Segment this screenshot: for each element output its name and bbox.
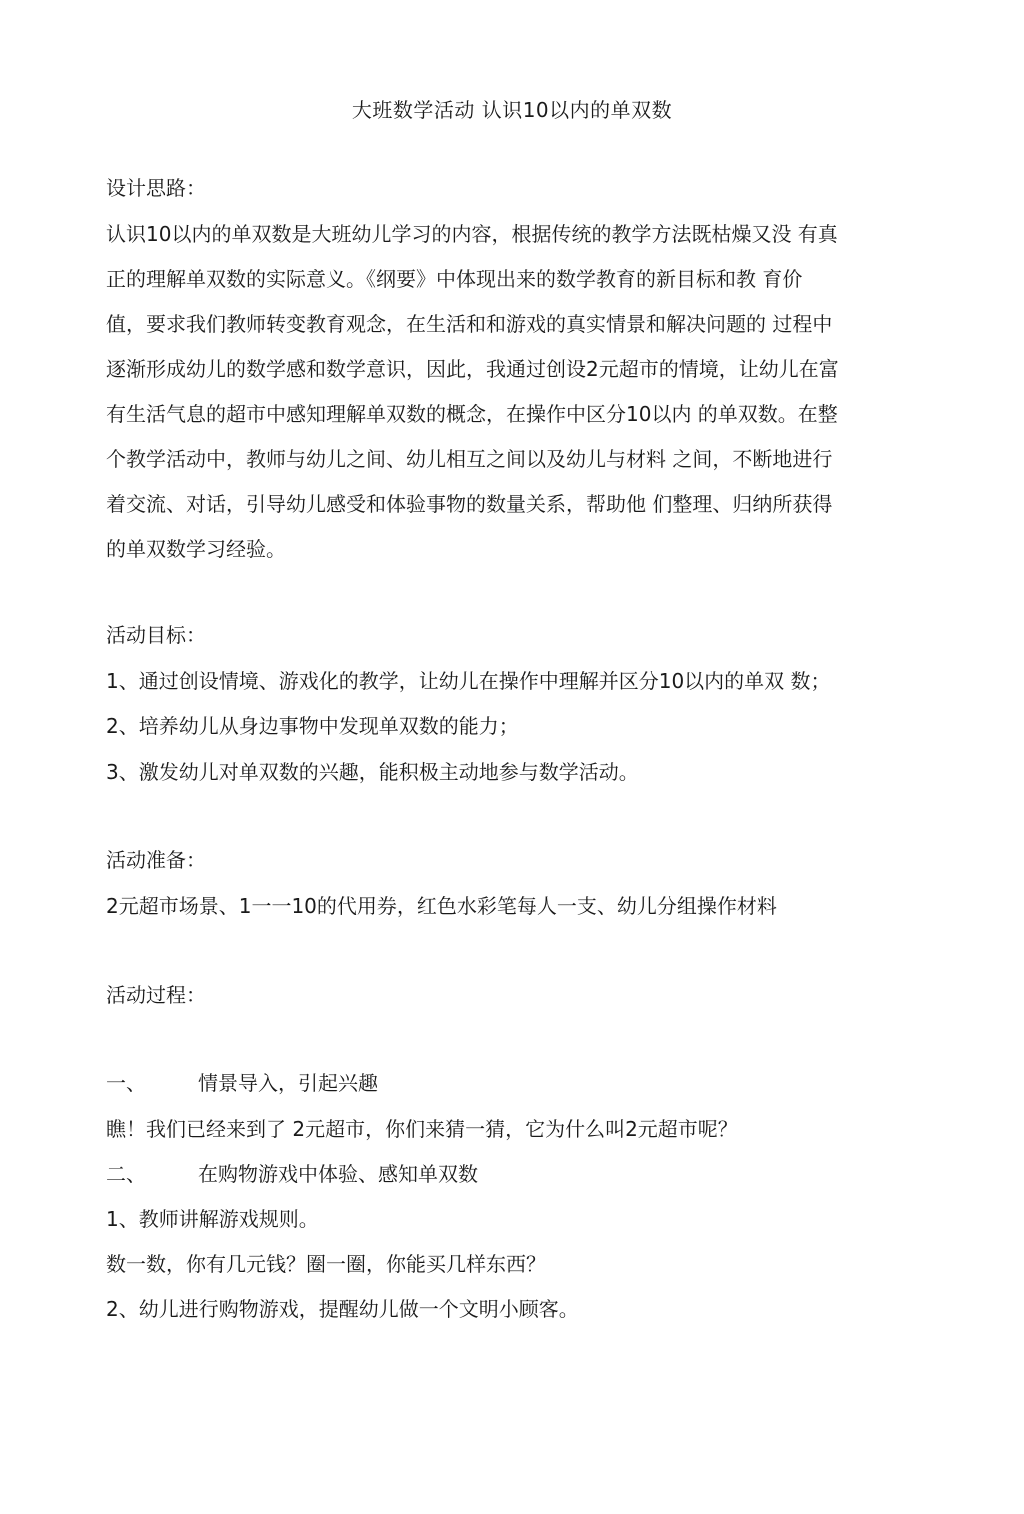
- sub-step-1: 1、教师讲解游戏规则。: [106, 1207, 319, 1231]
- process-step-1: [106, 1068, 378, 1098]
- goals-heading: 活动目标：: [106, 623, 206, 647]
- design-line-6: 个教学活动中，教师与幼儿之间、幼儿相互之间以及幼儿与材料 之间，不断地进行: [106, 447, 833, 471]
- design-line-1: 认识10以内的单双数是大班幼儿学习的内容，根据传统的教学方法既枯燥又没 有真: [106, 222, 838, 246]
- design-line-8: 的单双数学习经验。: [106, 537, 286, 561]
- prep-heading: 活动准备：: [106, 848, 206, 872]
- design-line-4: 逐渐形成幼儿的数学感和数学意识，因此，我通过创设2元超市的情境，让幼儿在富: [106, 357, 839, 381]
- step-1-body: 瞧！我们已经来到了 2元超市，你们来猜一猜，它为什么叫2元超市呢？: [106, 1117, 738, 1141]
- process-step-2: [106, 1159, 478, 1189]
- sub-step-2: 2、幼儿进行购物游戏，提醒幼儿做一个文明小顾客。: [106, 1297, 579, 1321]
- design-line-7: 着交流、对话，引导幼儿感受和体验事物的数量关系，帮助他 们整理、归纳所获得: [106, 492, 833, 516]
- design-line-2: 正的理解单双数的实际意义。《纲要》中体现出来的数学教育的新目标和教 育价: [106, 267, 803, 291]
- design-line-5: 有生活气息的超市中感知理解单双数的概念，在操作中区分10以内 的单双数。在整: [106, 402, 838, 426]
- step-1-title: 情景导入，引起兴趣: [198, 1071, 378, 1095]
- process-heading: 活动过程：: [106, 983, 206, 1007]
- sub-step-1-body: 数一数，你有几元钱？圈一圈，你能买几样东西？: [106, 1252, 546, 1276]
- prep-text: 2元超市场景、1一一10的代用券，红色水彩笔每人一支、幼儿分组操作材料: [106, 894, 777, 918]
- step-2-number: 二、: [106, 1162, 146, 1186]
- goal-item-1: 1、通过创设情境、游戏化的教学，让幼儿在操作中理解并区分10以内的单双 数；: [106, 669, 831, 693]
- goal-item-2: 2、培养幼儿从身边事物中发现单双数的能力；: [106, 714, 519, 738]
- design-heading: 设计思路：: [106, 176, 206, 200]
- step-1-number: 一、: [106, 1071, 146, 1095]
- document-title: 大班数学活动 认识10以内的单双数: [351, 98, 673, 122]
- goal-item-3: 3、激发幼儿对单双数的兴趣，能积极主动地参与数学活动。: [106, 760, 639, 784]
- step-2-title: 在购物游戏中体验、感知单双数: [198, 1162, 478, 1186]
- design-line-3: 值，要求我们教师转变教育观念，在生活和和游戏的真实情景和解决问题的 过程中: [106, 312, 833, 336]
